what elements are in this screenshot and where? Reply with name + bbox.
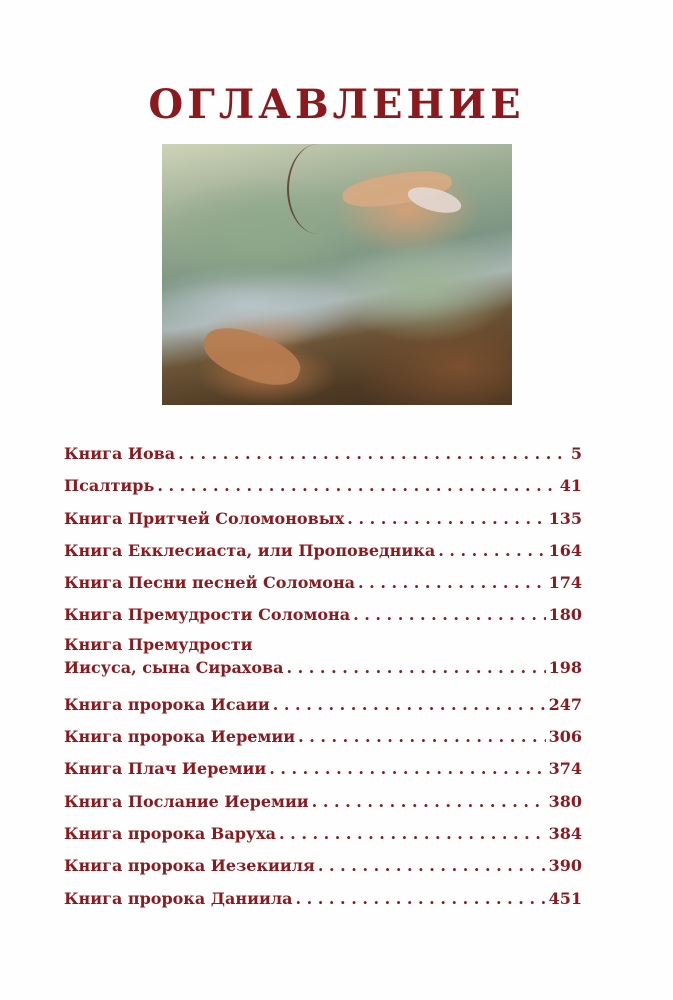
bow-shape: [287, 144, 349, 234]
toc-entry[interactable]: [64, 818, 582, 850]
toc-entry-page: 390: [548, 856, 582, 876]
toc-entry-page: 5: [570, 444, 582, 463]
fallen-figure: [197, 318, 306, 394]
dot-leader: [358, 567, 546, 599]
illustration-painting: [162, 144, 512, 405]
toc-entry-page: 380: [548, 791, 582, 811]
toc-entry[interactable]: [64, 721, 582, 753]
toc-entry[interactable]: [64, 850, 582, 882]
toc-entry-page: 374: [548, 759, 582, 779]
toc-entry-title: Книга Екклесиаста, или Проповедника: [64, 540, 436, 560]
dot-leader: [298, 721, 546, 753]
toc-entry-page: 135: [548, 508, 582, 528]
toc-entry-title: Книга Послание Иеремии: [64, 791, 309, 811]
toc-entry-title: Книга Премудрости Соломона: [64, 605, 351, 625]
toc-entry-page: 41: [559, 476, 582, 496]
toc-entry[interactable]: [64, 689, 582, 721]
toc-entry[interactable]: [64, 535, 582, 567]
dot-leader: [318, 850, 546, 882]
toc-entry-title: Книга пророка Иезекииля: [64, 856, 315, 876]
dot-leader: [157, 470, 556, 502]
toc-entry[interactable]: [64, 632, 582, 689]
toc-entry-title: Книга пророка Даниила: [64, 888, 293, 908]
toc-entry-title-line1: Книга Премудрости: [64, 634, 253, 654]
dot-leader: [353, 599, 545, 631]
dot-leader: [312, 786, 546, 818]
toc-entry[interactable]: [64, 599, 582, 631]
toc-entry[interactable]: [64, 786, 582, 818]
toc-entry-page: 198: [548, 657, 582, 677]
toc-entry-title: Псалтирь: [64, 476, 155, 496]
toc-entry[interactable]: [64, 470, 582, 502]
toc-entry-page: 451: [548, 888, 582, 908]
toc-entry-title: Иисуса, сына Сирахова: [64, 657, 284, 677]
toc-entry-title: Книга пророка Иеремии: [64, 727, 296, 747]
toc-entry-title: Книга Песни песней Соломона: [64, 573, 356, 593]
toc-entry[interactable]: [64, 503, 582, 535]
dot-leader: [273, 689, 546, 721]
dot-leader: [279, 818, 546, 850]
dot-leader: [295, 883, 545, 915]
toc-entry-page: 306: [548, 727, 582, 747]
toc-entry[interactable]: [64, 753, 582, 785]
dot-leader: [269, 753, 545, 785]
toc-entry-page: 174: [548, 573, 582, 593]
dot-leader: [438, 535, 545, 567]
toc-entry-title: Книга Притчей Соломоновых: [64, 508, 345, 528]
toc-entry-title: Книга Плач Иеремии: [64, 759, 267, 779]
toc-entry-page: 247: [548, 694, 582, 714]
dot-leader: [178, 438, 568, 470]
toc-entry-page: 384: [548, 823, 582, 843]
dot-leader: [347, 503, 545, 535]
table-of-contents: [64, 438, 582, 915]
toc-entry[interactable]: [64, 438, 582, 470]
toc-entry[interactable]: [64, 567, 582, 599]
toc-entry-page: 180: [548, 605, 582, 625]
dot-leader: [287, 656, 546, 680]
toc-entry-title: Книга Иова: [64, 444, 176, 463]
toc-entry-page: 164: [548, 540, 582, 560]
toc-entry-title: Книга пророка Исаии: [64, 694, 270, 714]
page-title: ОГЛАВЛЕНИЕ: [148, 81, 525, 128]
toc-entry[interactable]: [64, 883, 582, 915]
toc-entry-title: Книга пророка Варуха: [64, 823, 277, 843]
